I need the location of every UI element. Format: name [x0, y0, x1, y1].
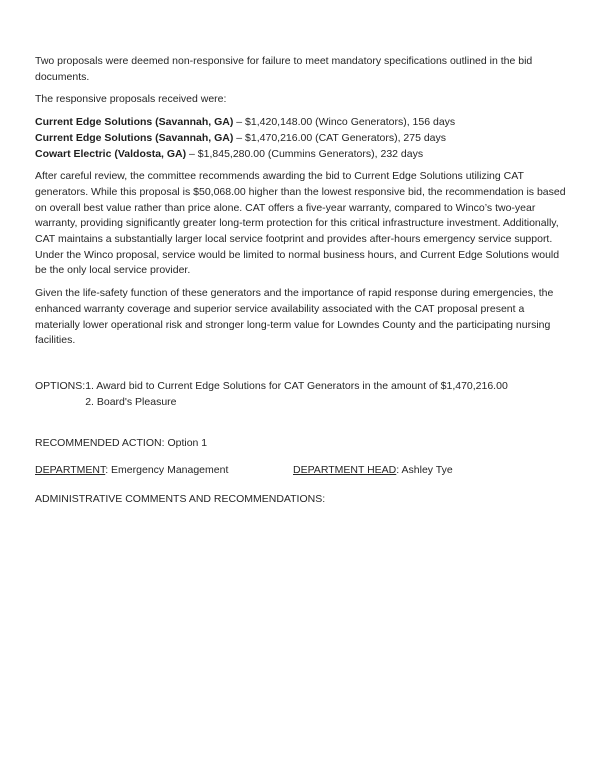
department-field	[35, 463, 293, 479]
proposal-bidder: Cowart Electric (Valdosta, GA)	[35, 147, 187, 160]
options-section	[35, 379, 566, 410]
options-label: OPTIONS:	[35, 379, 86, 392]
recommended-action-value: Option 1	[167, 437, 208, 450]
options-list	[85, 379, 508, 410]
proposal-line	[35, 115, 566, 131]
proposal-details: – $1,470,216.00 (CAT Generators), 275 days	[236, 131, 447, 144]
department-label: DEPARTMENT	[35, 464, 106, 477]
department-head-field	[293, 463, 453, 479]
proposal-line	[35, 131, 566, 147]
department-head-value: : Ashley Tye	[396, 464, 453, 477]
proposal-list	[35, 115, 566, 162]
proposal-line	[35, 147, 566, 163]
option-item-1: 1. Award bid to Current Edge Solutions for CAT Generators in the amount of $1,470,216.00	[85, 379, 508, 392]
proposal-bidder: Current Edge Solutions (Savannah, GA)	[35, 131, 234, 144]
department-line	[35, 463, 566, 479]
administrative-comments-heading: ADMINISTRATIVE COMMENTS AND RECOMMENDATIONS:	[35, 492, 326, 505]
department-head-label: DEPARTMENT HEAD	[293, 464, 397, 477]
proposal-details: – $1,420,148.00 (Winco Generators), 156 days	[236, 116, 456, 129]
proposal-bidder: Current Edge Solutions (Savannah, GA)	[35, 116, 234, 129]
recommendation-paragraph: After careful review, the committee recommends awarding the bid to Current Edge Solutions utilizing CAT generators. While this proposal is $50,068.00 higher than the lowest responsive bid, the recommendation is based on overall best value rather than price alone. CAT offers a five-year warranty, compared to Winco’s two-year warranty, providing significantly greater long-term protection for this critical infrastructure investment. Additionally, CAT maintains a substantially larger local service footprint and provides after-hours emergency service support. Under the Winco proposal, service would be limited to normal business hours, and Current Edge Solutions would be the only local service provider.	[35, 170, 566, 277]
intro-paragraph: Two proposals were deemed non-responsive for failure to meet mandatory specifications outlined in the bid documents.	[35, 55, 533, 83]
department-value: : Emergency Management	[105, 464, 229, 477]
proposal-details: – $1,845,280.00 (Cummins Generators), 232 days	[189, 147, 424, 160]
recommended-action-label: RECOMMENDED ACTION:	[35, 437, 165, 450]
recommended-action-line	[35, 436, 566, 452]
option-item-2: 2. Board's Pleasure	[85, 395, 177, 408]
value-paragraph: Given the life-safety function of these generators and the importance of rapid response during emergencies, the enhanced warranty coverage and superior service availability associated with the CAT proposal present a materially lower operational risk and stronger long-term value for Lowndes County and the participating nursing facilities.	[35, 287, 554, 347]
responsive-proposals-intro: The responsive proposals received were:	[35, 93, 227, 106]
